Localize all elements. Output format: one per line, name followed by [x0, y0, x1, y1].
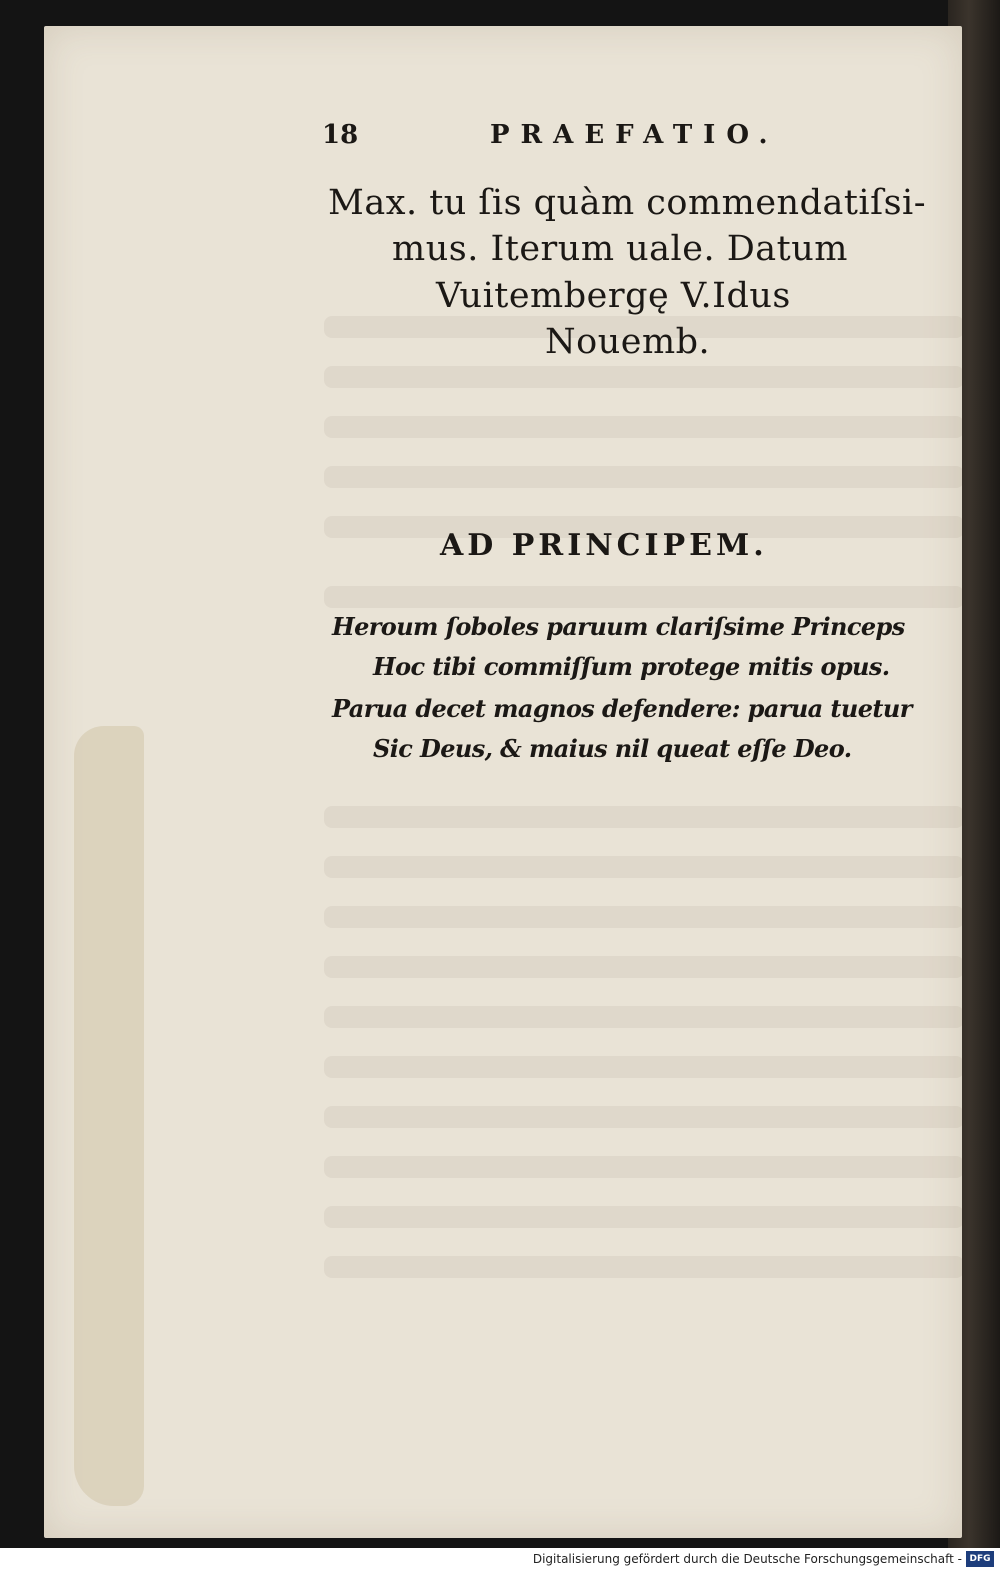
verse-line: Parua decet magnos defendere: parua tuetur [332, 694, 912, 723]
dedication-heading: AD PRINCIPEM. [440, 528, 768, 563]
show-through-line [324, 1056, 962, 1078]
show-through-line [324, 906, 962, 928]
running-title: PRAEFATIO. [490, 120, 779, 150]
verse-line: Sic Deus, & maius nil queat eſſe Deo. [373, 734, 852, 763]
show-through-line [324, 416, 962, 438]
water-stain [74, 726, 144, 1506]
verse-line: Heroum ſoboles paruum clariſsime Princeps [332, 612, 905, 641]
show-through-line [324, 1206, 962, 1228]
page-header [322, 120, 832, 160]
closing-line: Nouemb. [545, 322, 711, 362]
show-through-line [324, 586, 962, 608]
page-number: 18 [322, 120, 359, 150]
show-through-line [324, 1006, 962, 1028]
show-through-line [324, 806, 962, 828]
dfg-logo: DFG [966, 1551, 994, 1567]
show-through-line [324, 466, 962, 488]
show-through-line [324, 366, 962, 388]
closing-line: Vuitembergę V.Idus [436, 276, 791, 316]
show-through-line [324, 956, 962, 978]
show-through-line [324, 1256, 962, 1278]
closing-line: Max. tu ſis quàm commendatiſsi- [328, 183, 927, 223]
show-through-line [324, 1156, 962, 1178]
digitization-footer [0, 1548, 1000, 1571]
funding-credit: Digitalisierung gefördert durch die Deutsche Forschungsgemeinschaft - [532, 1552, 962, 1566]
show-through-line [324, 856, 962, 878]
show-through-line [324, 1106, 962, 1128]
closing-line: mus. Iterum uale. Datum [392, 229, 848, 269]
verse-line: Hoc tibi commiſſum protege mitis opus. [373, 652, 890, 681]
